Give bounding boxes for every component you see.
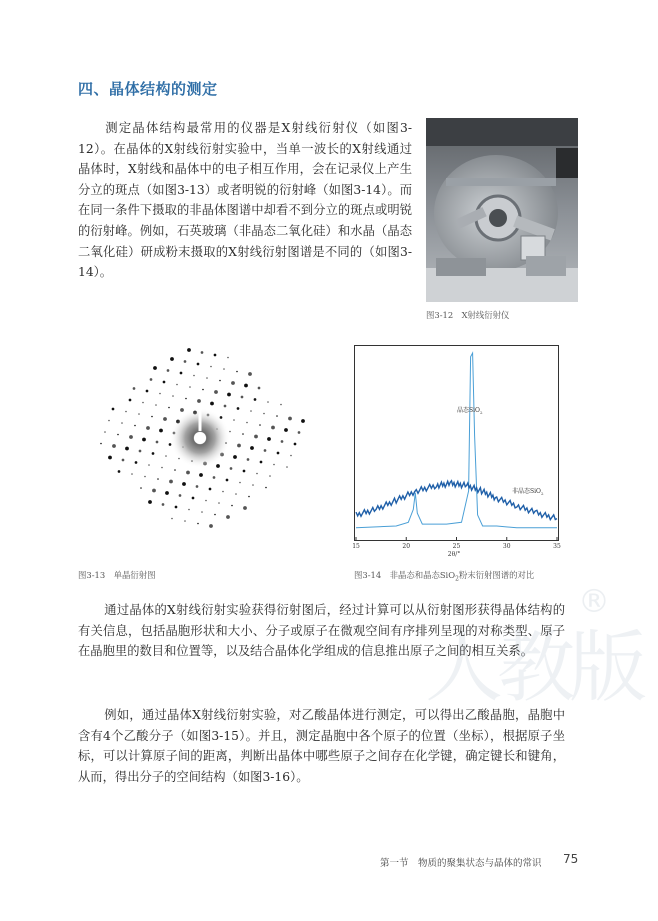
x-tick-label: 25 — [452, 543, 461, 550]
paragraph-3 — [78, 705, 565, 787]
diffraction-spot — [248, 372, 252, 376]
diffraction-spot — [250, 410, 252, 412]
diffraction-spot — [226, 515, 230, 519]
diffraction-spot — [247, 458, 250, 461]
diffraction-spot — [280, 404, 282, 406]
diffraction-spot — [170, 357, 174, 361]
diffraction-spot — [210, 366, 212, 368]
diffraction-spot — [148, 500, 152, 504]
diffraction-spot — [263, 413, 265, 415]
diffraction-spot — [209, 488, 212, 491]
diffraction-spot — [301, 419, 305, 423]
diffraction-spot — [142, 402, 144, 404]
paragraph-2 — [78, 600, 565, 662]
diffraction-spot — [100, 443, 102, 445]
diffraction-spot — [182, 482, 186, 486]
diffraction-spot — [159, 429, 163, 433]
diffraction-spot — [252, 484, 254, 486]
diffraction-spot — [129, 399, 132, 402]
diffraction-spot — [224, 405, 227, 408]
diffraction-spot — [153, 366, 157, 370]
diffraction-spot — [227, 393, 231, 397]
diffraction-spot — [248, 496, 250, 498]
diffraction-spot — [167, 369, 170, 372]
diffraction-spot — [112, 408, 115, 411]
diffraction-spot — [197, 363, 200, 366]
diffraction-spot — [180, 408, 184, 412]
page-number: 75 — [563, 852, 579, 866]
diffraction-spot — [218, 502, 220, 504]
diffraction-spot — [216, 464, 220, 468]
diffraction-spot — [139, 450, 142, 453]
single-crystal-diffraction-pattern — [96, 345, 308, 535]
diffraction-spot — [165, 491, 169, 495]
diffraction-spot — [162, 503, 165, 506]
diffraction-spot — [246, 422, 248, 424]
diffraction-spot — [163, 417, 167, 421]
diffraction-spot — [258, 387, 261, 390]
diffraction-spot — [189, 386, 191, 388]
diffraction-spot — [233, 419, 235, 421]
diffraction-spot — [108, 420, 110, 422]
diffraction-spot — [276, 415, 278, 417]
diffraction-spot — [179, 494, 182, 497]
diffraction-spot — [134, 425, 136, 427]
x-tick-label: 35 — [553, 543, 561, 550]
diffraction-spot — [131, 473, 133, 475]
diffraction-spot — [288, 417, 292, 421]
chapter-footer: 第一节 物质的聚集状态与晶体的常识 — [380, 858, 542, 869]
diffraction-spot — [168, 407, 170, 409]
diffraction-spot — [165, 455, 167, 457]
diffraction-spot — [148, 464, 150, 466]
diffraction-spot — [122, 459, 125, 462]
diffraction-spot — [210, 402, 214, 406]
figure-3-13-caption: 图3-13 单晶衍射图 — [78, 570, 156, 580]
figure-3-14-caption: 图3-14 非晶态和晶态SiO$_2$粉末衍射图谱的对比 — [354, 570, 535, 583]
diffraction-spot — [125, 411, 127, 413]
diffraction-spot — [271, 426, 275, 430]
diffraction-spot — [201, 511, 203, 513]
diffraction-spot — [214, 514, 216, 516]
diffraction-spot — [197, 523, 199, 525]
diffraction-spot — [196, 485, 199, 488]
diffraction-spot — [159, 393, 161, 395]
crystalline-sio2-label: 晶态SiO$_2$ — [457, 407, 483, 415]
diffraction-spot — [125, 447, 129, 451]
diffraction-spot — [265, 487, 267, 489]
diffraction-spot — [260, 461, 263, 464]
diffraction-spot — [236, 371, 238, 373]
diffraction-spot — [184, 360, 187, 363]
diffraction-spot — [199, 473, 203, 477]
diffraction-spot — [138, 413, 140, 415]
diffraction-spot — [256, 473, 258, 475]
diffraction-spot — [193, 375, 195, 377]
diffraction-spot — [222, 491, 224, 493]
diffraction-spot — [243, 506, 247, 510]
diffraction-spot — [233, 455, 237, 459]
diffraction-spot — [156, 441, 159, 444]
diffraction-spot — [254, 435, 258, 439]
diffraction-spot — [175, 506, 178, 509]
diffraction-spot — [277, 452, 280, 455]
diffraction-spot — [223, 368, 225, 370]
diffraction-spot — [241, 396, 244, 399]
diffraction-spot — [142, 438, 146, 442]
amorphous-sio2-label: 非晶态SiO$_2$ — [512, 488, 544, 496]
diffraction-spot — [169, 480, 173, 484]
diffraction-spot — [155, 404, 157, 406]
diffraction-spot — [180, 372, 183, 375]
x-axis-label: 2θ/° — [447, 551, 461, 558]
diffraction-spot — [197, 399, 201, 403]
diffraction-spot — [206, 377, 208, 379]
diffraction-spot — [239, 482, 241, 484]
diffraction-spot — [133, 387, 136, 390]
x-tick-label: 20 — [402, 543, 411, 550]
diffraction-spot — [184, 520, 186, 522]
diffraction-spot — [250, 446, 254, 450]
x-tick-label: 30 — [502, 543, 511, 550]
diffraction-spot — [213, 476, 216, 479]
diffraction-spot — [230, 467, 233, 470]
diffraction-spot — [144, 476, 146, 478]
diffraction-spot — [188, 509, 190, 511]
diffraction-spot — [273, 464, 275, 466]
diffraction-spot — [150, 378, 153, 381]
diffraction-spot — [157, 478, 159, 480]
diffraction-spot — [284, 428, 288, 432]
section-heading: 四、晶体结构的测定 — [78, 80, 218, 98]
diffraction-spot — [104, 431, 106, 433]
diffraction-spot — [108, 456, 112, 460]
diffraction-spot — [151, 416, 153, 418]
diffraction-spot — [117, 434, 119, 436]
diffraction-spot — [243, 470, 246, 473]
diffraction-spot — [152, 452, 155, 455]
diffraction-spot — [290, 455, 292, 457]
diffraction-spot — [121, 422, 123, 424]
diffraction-spot — [202, 389, 204, 391]
diffraction-spot — [192, 497, 195, 500]
diffraction-spot — [214, 354, 217, 357]
diffraction-spot — [298, 431, 301, 434]
figure-3-12-caption: 图3-12 X射线衍射仪 — [426, 310, 510, 320]
diffraction-spot — [129, 435, 133, 439]
diffraction-spot — [118, 470, 121, 473]
diffraction-spot — [146, 426, 150, 430]
powder-diffraction-chart — [354, 345, 560, 557]
diffraction-spot — [229, 431, 231, 433]
paragraph-3-text: 例如，通过晶体X射线衍射实验，对乙酸晶体进行测定，可以得出乙酸晶胞，晶胞中含有4个乙酸分子（如图3-15）。并且，测定晶胞中各个原子的位置（坐标），根据原子坐标，可以计算原子间的距离，判断出晶体中哪些原子之间存在化学键，确定键长和键角，从而，得出分子的空间结构（如图3-16）。 — [78, 708, 565, 784]
diffraction-spot — [163, 381, 166, 384]
diffraction-spot — [244, 384, 248, 388]
diffraction-spot — [209, 524, 213, 528]
diffraction-spot — [176, 384, 178, 386]
diffraction-spot — [172, 395, 174, 397]
diffraction-spot — [281, 440, 284, 443]
diffraction-spot — [135, 461, 138, 464]
registered-mark: ® — [578, 582, 610, 620]
diffraction-spot — [269, 475, 271, 477]
diffraction-spot — [152, 489, 156, 493]
publisher-watermark: 人教版 — [425, 623, 642, 713]
diffraction-spot — [242, 433, 244, 435]
diffraction-spot — [226, 479, 229, 482]
diffraction-spot — [231, 505, 233, 507]
diffraction-spot — [186, 471, 190, 475]
paragraph-2-text: 通过晶体的X射线衍射实验获得衍射图后，经过计算可以从衍射图形获得晶体结构的有关信息，包括晶胞形状和大小、分子或原子在微观空间有序排列呈现的对称类型、原子在晶胞里的数目和位置等，以及结合晶体化学组成的信息推出原子之间的相互关系。 — [78, 603, 565, 659]
paragraph-1-text: 测定晶体结构最常用的仪器是X射线衍射仪（如图3-12）。在晶体的X射线衍射实验中，当单一波长的X射线通过晶体时，X射线和晶体中的电子相互作用，会在记录仪上产生分立的斑点（如图3-13）或者明锐的衍射峰（如图3-14）。而在同一条件下摄取的非晶体图谱中却看不到分立的斑点或明锐的衍射峰。例如，石英玻璃（非晶态二氧化硅）和水晶（晶态二氧化硅）研成粉末摄取的X射线衍射图谱是不同的（如图3-14）。 — [78, 121, 412, 280]
diffraction-spot — [205, 500, 207, 502]
diffraction-spot — [201, 351, 204, 354]
diffraction-spot — [214, 390, 218, 394]
diffraction-spot — [237, 407, 240, 410]
diffraction-spot — [267, 401, 269, 403]
diffraction-spot — [161, 467, 163, 469]
diffraction-spot — [267, 437, 271, 441]
x-tick-label: 15 — [352, 543, 360, 550]
diffraction-spot — [231, 381, 235, 385]
diffraction-spot — [187, 348, 191, 352]
diffraction-spot — [146, 390, 149, 393]
diffraction-spot — [219, 380, 221, 382]
paragraph-1 — [78, 118, 412, 283]
diffraction-spot — [254, 398, 257, 401]
diffraction-spot — [174, 469, 176, 471]
diffraction-spot — [227, 357, 229, 359]
diffraction-spot — [237, 444, 241, 448]
diffraction-spot — [112, 444, 116, 448]
diffraction-spot — [171, 518, 173, 520]
diffraction-spot — [235, 493, 237, 495]
diffraction-spot — [185, 398, 187, 400]
diffraction-spot — [259, 424, 261, 426]
diffraction-spot — [264, 449, 267, 452]
diffraction-spot — [140, 487, 142, 489]
xray-diffractometer-photo — [426, 118, 578, 302]
diffraction-spot — [294, 443, 297, 446]
diffraction-spot — [286, 466, 288, 468]
